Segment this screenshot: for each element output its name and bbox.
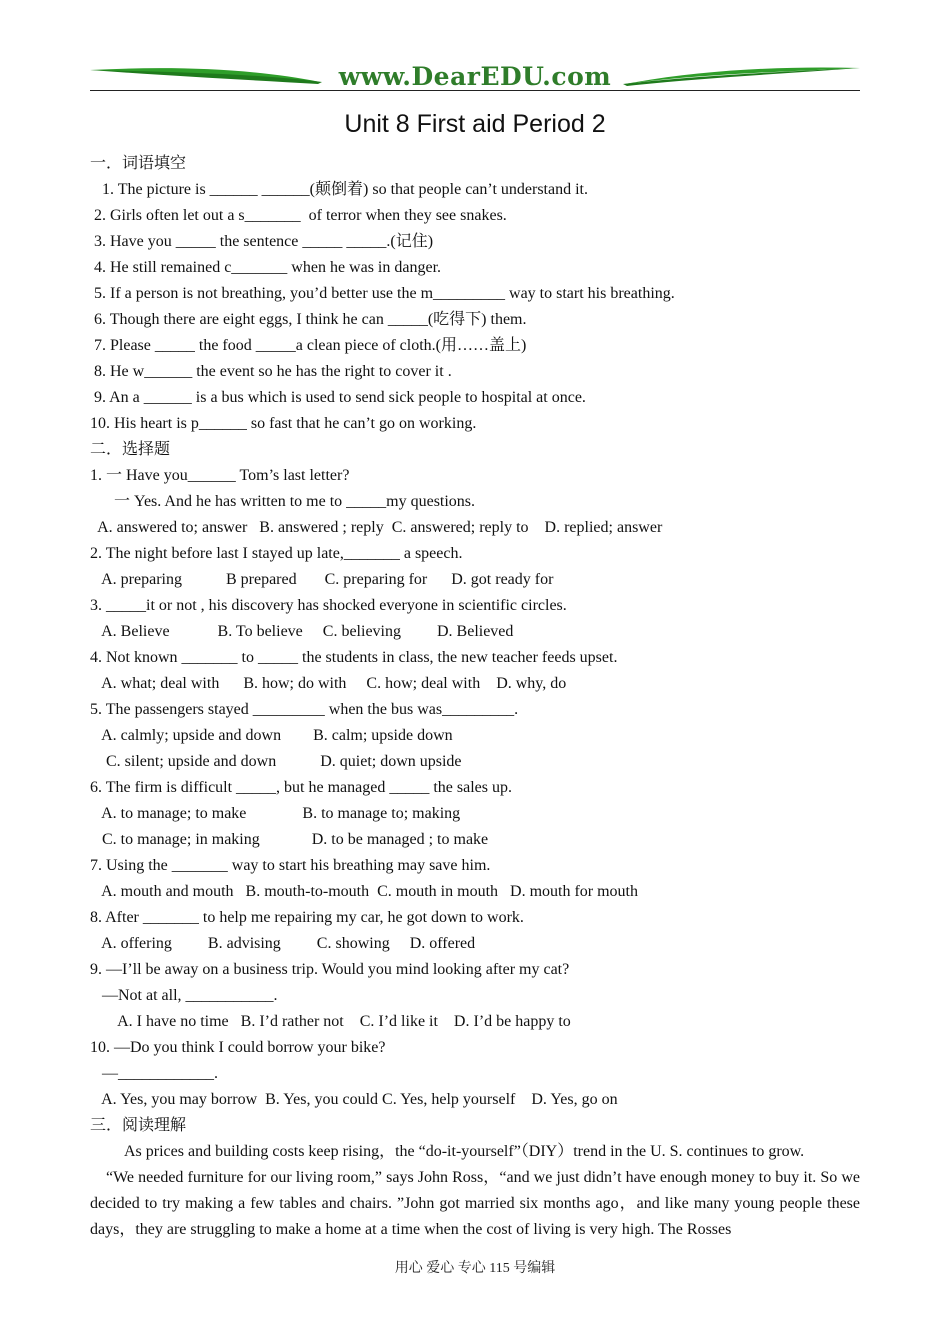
choice-question: 8. After _______ to help me repairing my car, he got down to work.	[90, 909, 524, 926]
fill-blank-item: 8. He w______ the event so he has the right to cover it .	[90, 363, 452, 380]
choice-question: 9. —I’ll be away on a business trip. Would you mind looking after my cat?	[90, 961, 570, 978]
choice-options: C. to manage; in making D. to be managed ; to make	[90, 831, 489, 848]
fill-blank-item: 4. He still remained c_______ when he was in danger.	[90, 259, 442, 276]
fill-blank-item: 7. Please _____ the food _____a clean piece of cloth.(用……盖上)	[90, 337, 527, 354]
worksheet-body	[90, 151, 860, 1243]
fill-blank-item: 9. An a ______ is a bus which is used to send sick people to hospital at once.	[90, 389, 586, 406]
reading-passage	[90, 1139, 860, 1243]
fill-blank-item: 3. Have you _____ the sentence _____ _____.(记住)	[90, 233, 434, 250]
choice-options: A. answered to; answer B. answered ; reply C. answered; reply to D. replied; answer	[90, 519, 663, 536]
choice-options: A. Yes, you may borrow B. Yes, you could C. Yes, help yourself D. Yes, go on	[90, 1091, 618, 1108]
choice-options: A. I have no time B. I’d rather not C. I’d like it D. I’d be happy to	[90, 1013, 571, 1030]
section-heading: 二．选择题	[90, 441, 171, 458]
passage-paragraph: As prices and building costs keep rising，the “do-it-yourself”（DIY）trend in the U. S. continues to grow.	[124, 1143, 805, 1160]
site-logo: www.DearEDU.com	[338, 62, 612, 91]
choice-options: A. calmly; upside and down B. calm; upside down	[90, 727, 453, 744]
choice-question: 3. _____it or not , his discovery has shocked everyone in scientific circles.	[90, 597, 567, 614]
choice-question: 6. The firm is difficult _____, but he managed _____ the sales up.	[90, 779, 512, 796]
header-banner	[90, 60, 860, 94]
choice-question: 2. The night before last I stayed up late,_______ a speech.	[90, 545, 463, 562]
choice-options: C. silent; upside and down D. quiet; down upside	[90, 753, 462, 770]
page-footer: 用心 爱心 专心 115 号编辑	[394, 1261, 556, 1276]
section-heading: 一．词语填空	[90, 155, 187, 172]
fill-blank-item: 6. Though there are eight eggs, I think he can _____(吃得下) them.	[90, 311, 527, 328]
choice-question: 4. Not known _______ to _____ the students in class, the new teacher feeds upset.	[90, 649, 618, 666]
choice-question: 一 Yes. And he has written to me to _____my questions.	[90, 493, 476, 510]
fill-blank-item: 10. His heart is p______ so fast that he can’t go on working.	[90, 415, 477, 432]
fill-blank-item: 1. The picture is ______ ______(颠倒着) so that people can’t understand it.	[90, 181, 588, 198]
choice-question: 5. The passengers stayed _________ when the bus was_________.	[90, 701, 519, 718]
choice-question: 1. 一 Have you______ Tom’s last letter?	[90, 467, 350, 484]
section-heading: 三．阅读理解	[90, 1117, 187, 1134]
choice-options: A. to manage; to make B. to manage to; making	[90, 805, 461, 822]
choice-question: —Not at all, ___________.	[90, 987, 278, 1004]
fill-blank-item: 2. Girls often let out a s_______ of terror when they see snakes.	[90, 207, 507, 224]
fill-blank-item: 5. If a person is not breathing, you’d better use the m_________ way to start his breathing.	[90, 285, 675, 302]
choice-options: A. Believe B. To believe C. believing D. Believed	[90, 623, 514, 640]
choice-question: 10. —Do you think I could borrow your bike?	[90, 1039, 386, 1056]
page-title: Unit 8 First aid Period 2	[344, 110, 606, 138]
header-rule	[90, 90, 860, 91]
choice-options: A. preparing B prepared C. preparing for D. got ready for	[90, 571, 554, 588]
choice-question: 7. Using the _______ way to start his breathing may save him.	[90, 857, 491, 874]
choice-options: A. offering B. advising C. showing D. offered	[90, 935, 476, 952]
passage-paragraph: “We needed furniture for our living room,” says John Ross，“and we just didn’t have enough money to buy it. So we decided to try making a few tables and chairs. ”John got married six months ago，and like many young people these days，they are struggling to make a home at a time when the cost of living is very high. The Rosses	[90, 1169, 860, 1238]
choice-options: A. what; deal with B. how; do with C. how; deal with D. why, do	[90, 675, 567, 692]
choice-question: —____________.	[90, 1065, 218, 1082]
choice-options: A. mouth and mouth B. mouth-to-mouth C. mouth in mouth D. mouth for mouth	[90, 883, 638, 900]
